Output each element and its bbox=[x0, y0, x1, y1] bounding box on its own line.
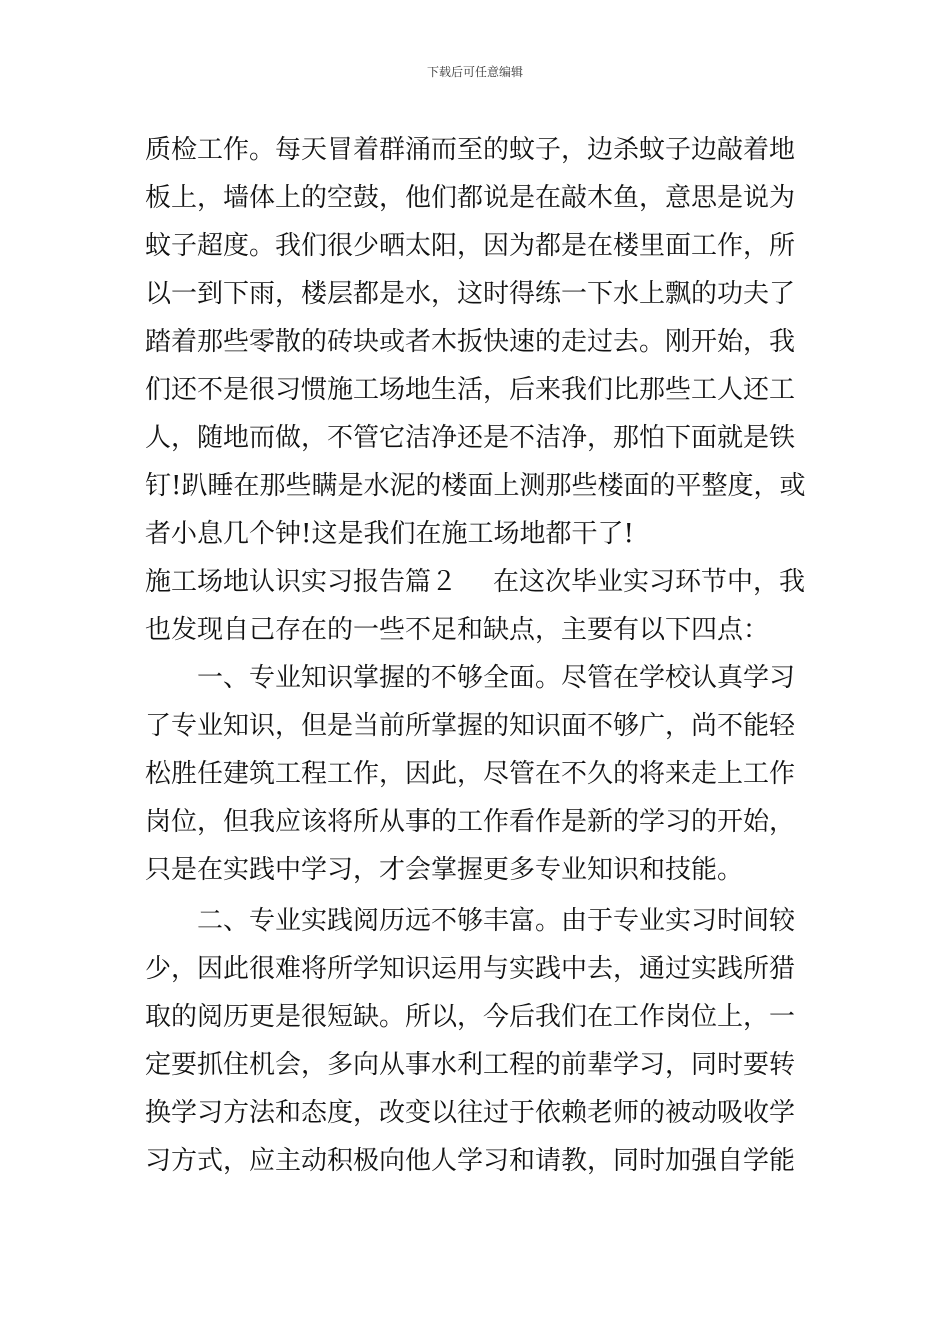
text-line: 钉!趴睡在那些瞒是水泥的楼面上测那些楼面的平整度，或 bbox=[145, 471, 806, 501]
text-line: 松胜任建筑工程工作，因此，尽管在不久的将来走上工作 bbox=[145, 759, 796, 789]
text-line: 只是在实践中学习，才会掌握更多专业知识和技能。 bbox=[145, 855, 744, 885]
text-line: 质检工作。每天冒着群涌而至的蚊子，边杀蚊子边敲着地 bbox=[145, 135, 796, 165]
text-line: 取的阅历更是很短缺。所以，今后我们在工作岗位上，一 bbox=[145, 1002, 796, 1032]
section-title: 施工场地认识实习报告篇２ bbox=[145, 567, 458, 597]
text-line: 换学习方法和态度，改变以往过于依赖老师的被动吸收学 bbox=[145, 1098, 796, 1128]
page-header: 下载后可任意编辑 bbox=[426, 65, 523, 79]
text-line: 也发现自己存在的一些不足和缺点，主要有以下四点： bbox=[145, 615, 770, 645]
section-heading-line bbox=[145, 558, 815, 606]
text-line: 定要抓住机会，多向从事水利工程的前辈学习，同时要转 bbox=[145, 1050, 796, 1080]
text-line: 岗位，但我应该将所从事的工作看作是新的学习的开始， bbox=[145, 807, 796, 837]
text-line: 踏着那些零散的砖块或者木扳快速的走过去。刚开始，我 bbox=[145, 327, 796, 357]
paragraph-first-line: 一、专业知识掌握的不够全面。尽管在学校认真学习 bbox=[197, 663, 796, 693]
text-line: 者小息几个钟!这是我们在施工场地都干了! bbox=[145, 519, 634, 549]
text-line: 以一到下雨，楼层都是水，这时得练一下水上飘的功夫了 bbox=[145, 279, 796, 309]
section-intro: 在这次毕业实习环节中，我 bbox=[493, 567, 806, 597]
text-line: 蚊子超度。我们很少晒太阳，因为都是在楼里面工作，所 bbox=[145, 231, 796, 261]
text-line: 少，因此很难将所学知识运用与实践中去，通过实践所猎 bbox=[145, 954, 796, 984]
text-line: 板上，墙体上的空鼓，他们都说是在敲木鱼，意思是说为 bbox=[145, 183, 796, 213]
paragraph-first-line: 二、专业实践阅历远不够丰富。由于专业实习时间较 bbox=[197, 906, 796, 936]
document-body bbox=[145, 126, 815, 1185]
text-line: 人，随地而做，不管它洁净还是不洁净，那怕下面就是铁 bbox=[145, 423, 796, 453]
text-line: 了专业知识，但是当前所掌握的知识面不够广，尚不能轻 bbox=[145, 711, 796, 741]
text-line: 习方式，应主动积极向他人学习和请教，同时加强自学能 bbox=[145, 1146, 796, 1176]
text-line: 们还不是很习惯施工场地生活，后来我们比那些工人还工 bbox=[145, 375, 796, 405]
